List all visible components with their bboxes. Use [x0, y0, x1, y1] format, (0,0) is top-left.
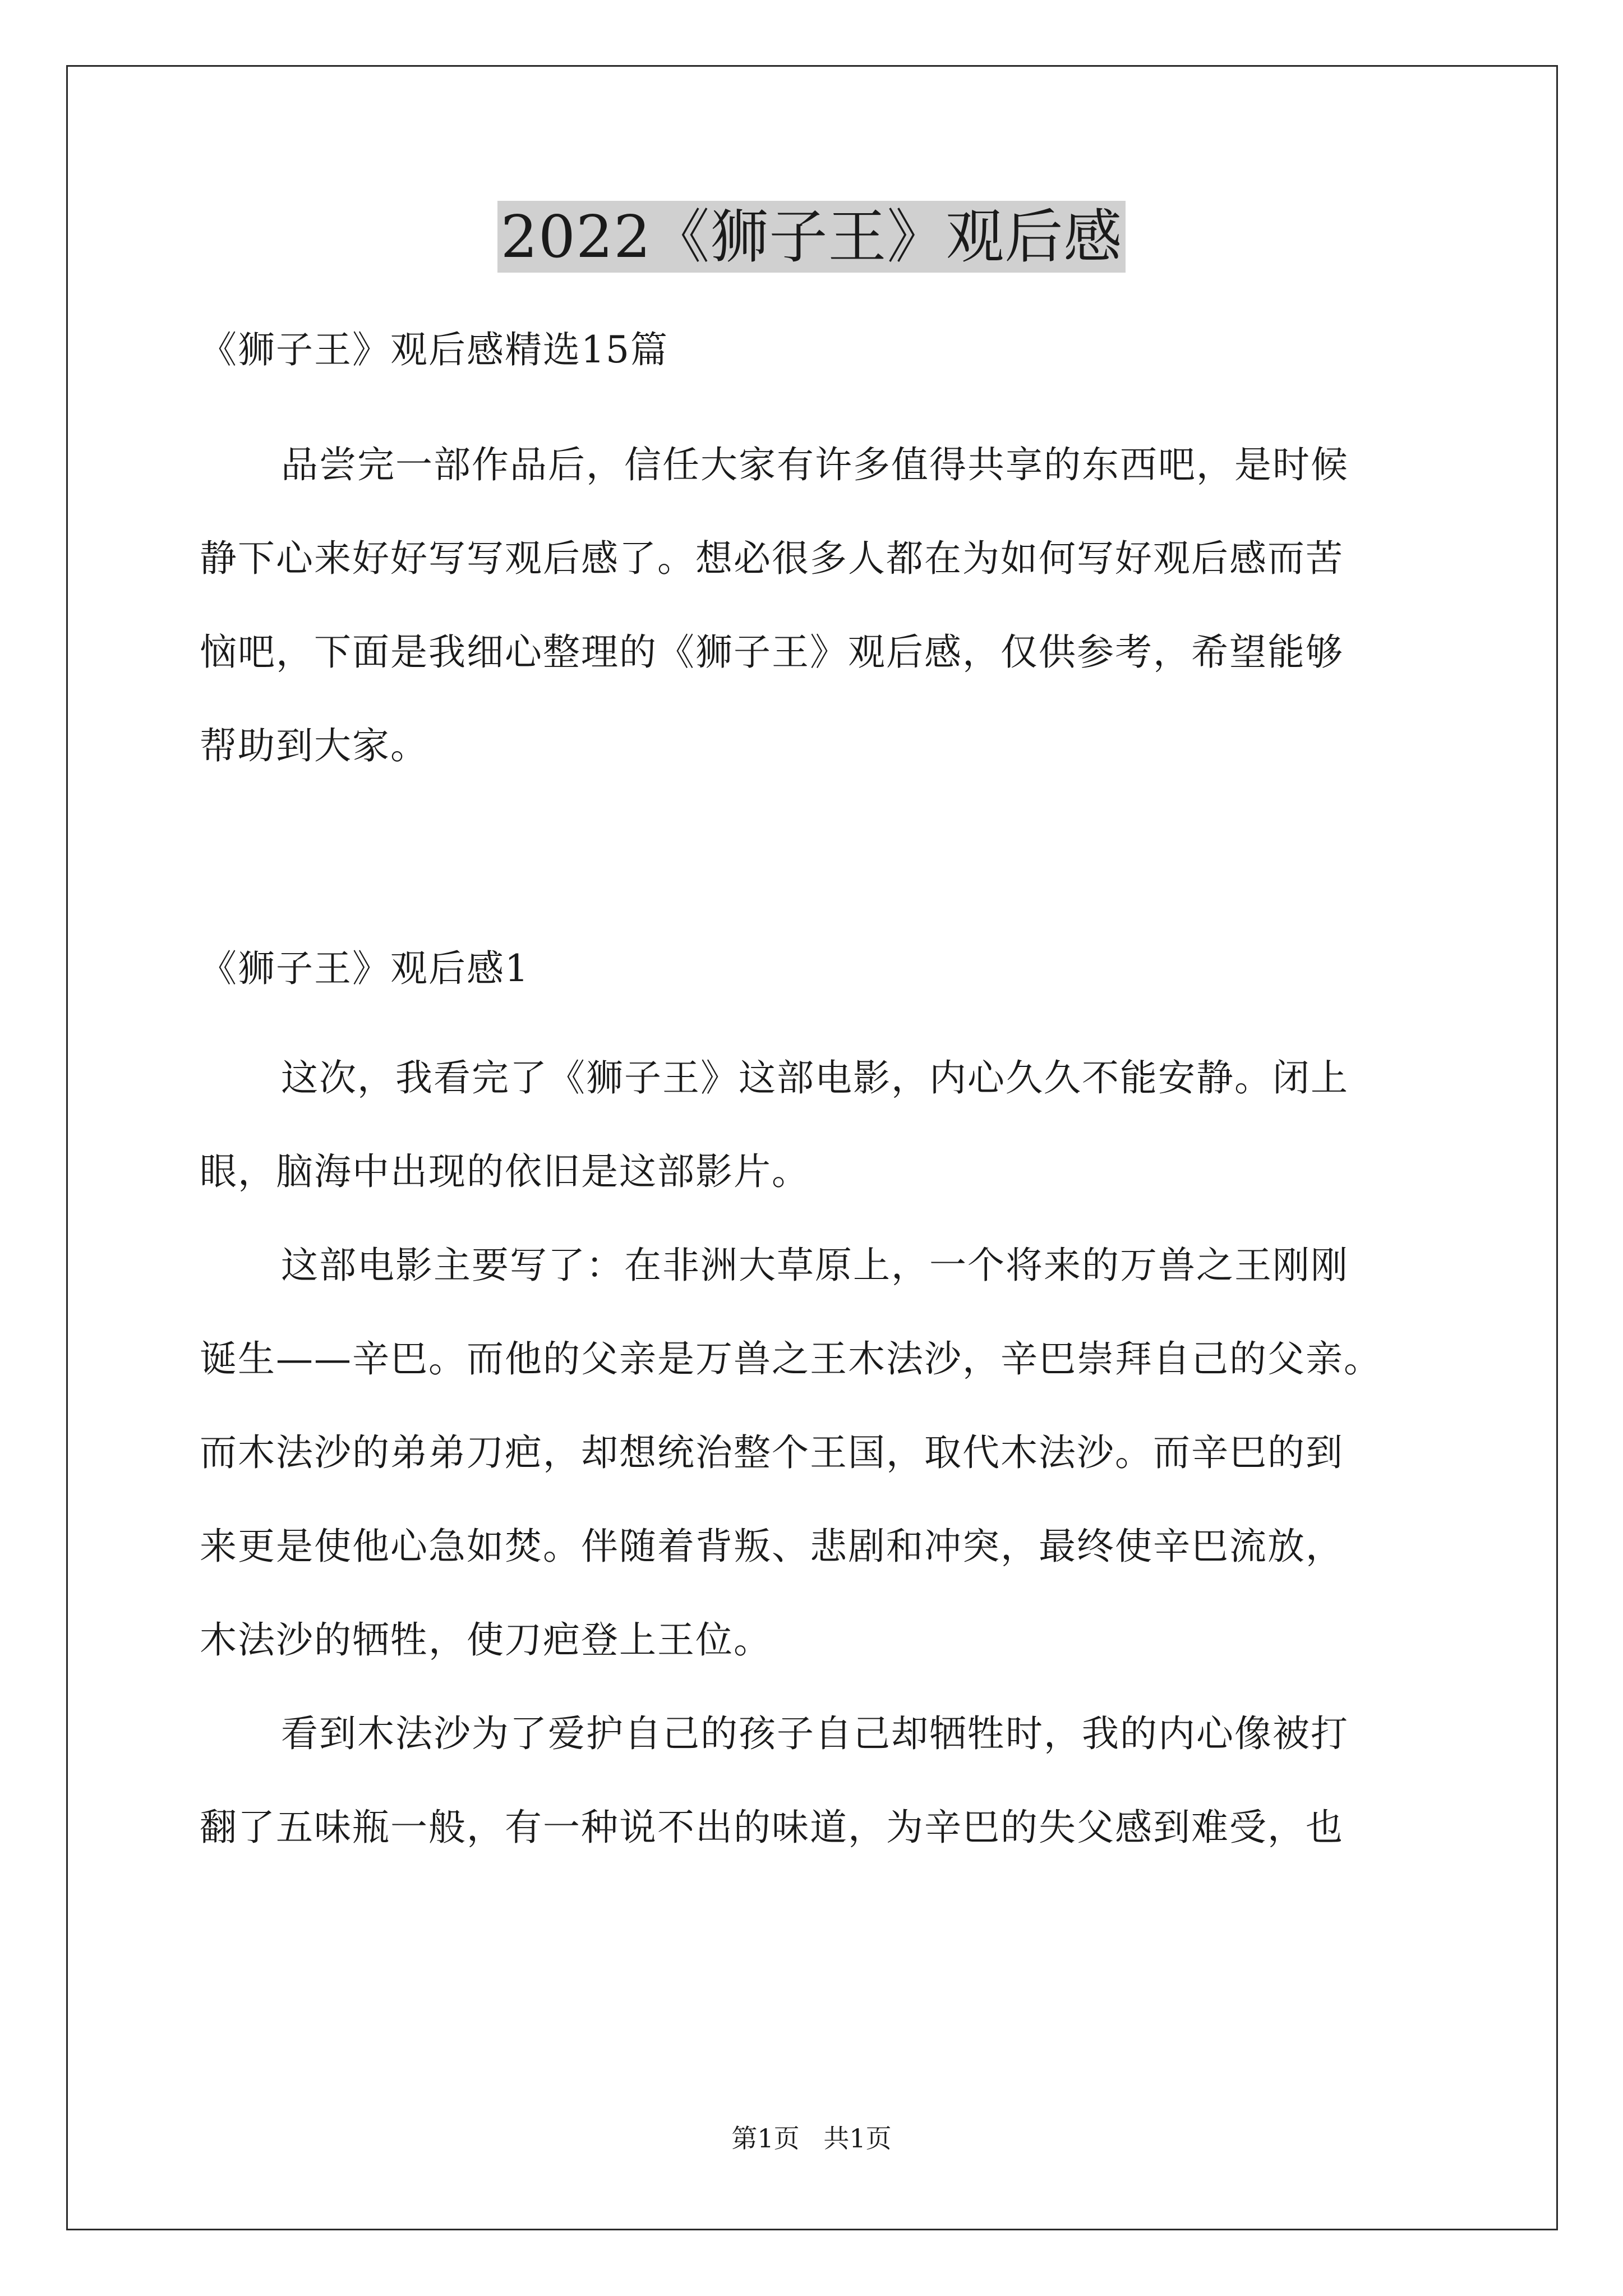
para1-line: 这次，我看完了《狮子王》这部电影，内心久久不能安静。闭上 — [281, 1056, 1349, 1099]
title-container — [0, 201, 1623, 273]
page-number: 第1页 — [731, 2123, 800, 2154]
document-subtitle: 《狮子王》观后感精选15篇 — [200, 328, 668, 371]
intro-line: 帮助到大家。 — [200, 724, 428, 767]
para2-line: 而木法沙的弟弟刀疤，却想统治整个王国，取代木法沙。而辛巴的到 — [200, 1431, 1344, 1474]
intro-line: 品尝完一部作品后，信任大家有许多值得共享的东西吧，是时候 — [281, 443, 1349, 486]
document-title: 2022《狮子王》观后感 — [497, 201, 1126, 273]
page-footer — [0, 2122, 1623, 2155]
section-heading: 《狮子王》观后感1 — [200, 947, 529, 990]
para2-line: 诞生——辛巴。而他的父亲是万兽之王木法沙，辛巴崇拜自己的父亲。 — [200, 1337, 1382, 1381]
spacer — [200, 397, 1433, 418]
para3-line: 看到木法沙为了爱护自己的孩子自己却牺牲时，我的内心像被打 — [281, 1712, 1349, 1755]
intro-line: 静下心来好好写写观后感了。想必很多人都在为如何写好观后感而苦 — [200, 537, 1344, 580]
para2-line: 来更是使他心急如焚。伴随着背叛、悲剧和冲突，最终使辛巴流放， — [200, 1525, 1344, 1568]
intro-line: 恼吧，下面是我细心整理的《狮子王》观后感，仅供参考，希望能够 — [200, 631, 1344, 674]
para2-line: 木法沙的牺牲，使刀疤登上王位。 — [200, 1618, 772, 1662]
para3-line: 翻了五味瓶一般，有一种说不出的味道，为辛巴的失父感到难受，也 — [200, 1806, 1344, 1849]
para2-line: 这部电影主要写了：在非洲大草原上，一个将来的万兽之王刚刚 — [281, 1244, 1349, 1287]
document-body — [200, 303, 1433, 1874]
spacer — [200, 1015, 1433, 1031]
para1-line: 眼，脑海中出现的依旧是这部影片。 — [200, 1150, 810, 1193]
spacer — [200, 793, 1433, 922]
page-total: 共1页 — [823, 2123, 892, 2154]
